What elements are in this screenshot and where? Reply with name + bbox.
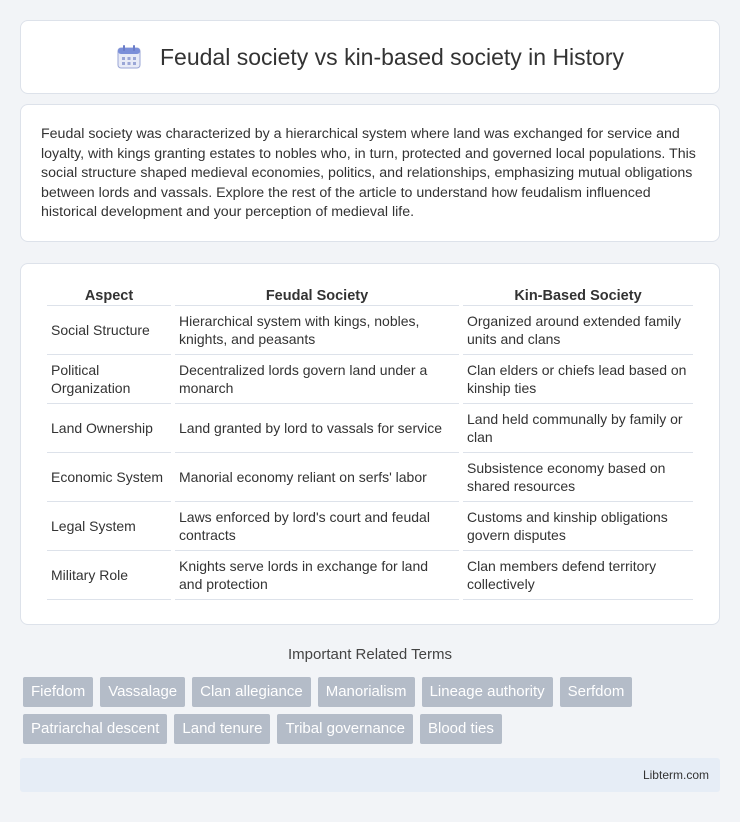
related-terms-title: Important Related Terms — [288, 646, 452, 663]
table-row — [47, 404, 693, 453]
cell-kin: Land held communally by family or clan — [463, 404, 693, 453]
cell-aspect: Military Role — [47, 551, 171, 600]
tag-patriarchal-descent[interactable]: Patriarchal descent — [23, 714, 167, 744]
cell-aspect: Social Structure — [47, 306, 171, 355]
tag-lineage-authority[interactable]: Lineage authority — [422, 677, 553, 707]
table-row — [47, 306, 693, 355]
cell-kin: Customs and kinship obligations govern disputes — [463, 502, 693, 551]
cell-feudal: Knights serve lords in exchange for land and protection — [175, 551, 459, 600]
header-aspect: Aspect — [47, 286, 171, 306]
table-row — [47, 453, 693, 502]
tag-vassalage[interactable]: Vassalage — [100, 677, 185, 707]
related-terms-tags — [23, 677, 723, 744]
tag-land-tenure[interactable]: Land tenure — [174, 714, 270, 744]
tag-fiefdom[interactable]: Fiefdom — [23, 677, 93, 707]
cell-feudal: Manorial economy reliant on serfs' labor — [175, 453, 459, 502]
tag-manorialism[interactable]: Manorialism — [318, 677, 415, 707]
title-card — [20, 20, 720, 94]
table-row — [47, 355, 693, 404]
page-title: Feudal society vs kin-based society in History — [159, 43, 625, 70]
comparison-table — [43, 286, 697, 600]
table-header-row — [47, 286, 693, 306]
intro-card — [20, 104, 720, 242]
footer-brand-link[interactable]: Libterm.com — [642, 768, 709, 782]
header-kin: Kin-Based Society — [463, 286, 693, 306]
comparison-table-card — [20, 263, 720, 625]
cell-feudal: Land granted by lord to vassals for service — [175, 404, 459, 453]
cell-feudal: Laws enforced by lord's court and feudal contracts — [175, 502, 459, 551]
cell-kin: Subsistence economy based on shared resources — [463, 453, 693, 502]
footer — [20, 758, 720, 792]
cell-kin: Clan elders or chiefs lead based on kinship ties — [463, 355, 693, 404]
cell-kin: Clan members defend territory collectively — [463, 551, 693, 600]
calendar-icon — [116, 44, 142, 70]
cell-feudal: Hierarchical system with kings, nobles, knights, and peasants — [175, 306, 459, 355]
intro-text: Feudal society was characterized by a hierarchical system where land was exchanged for service and loyalty, with kings granting estates to nobles who, in turn, protected and governed local populations. This social structure shaped medieval economies, politics, and relationships, emphasizing mutual obligations between lords and vassals. Explore the rest of the article to understand how feudalism influenced historical development and your perception of medieval life. — [41, 126, 696, 220]
header-feudal: Feudal Society — [175, 286, 459, 306]
table-row — [47, 551, 693, 600]
tag-serfdom[interactable]: Serfdom — [560, 677, 633, 707]
cell-feudal: Decentralized lords govern land under a monarch — [175, 355, 459, 404]
tag-tribal-governance[interactable]: Tribal governance — [277, 714, 413, 744]
tag-clan-allegiance[interactable]: Clan allegiance — [192, 677, 311, 707]
cell-aspect: Legal System — [47, 502, 171, 551]
cell-aspect: Economic System — [47, 453, 171, 502]
table-row — [47, 502, 693, 551]
cell-kin: Organized around extended family units and clans — [463, 306, 693, 355]
cell-aspect: Land Ownership — [47, 404, 171, 453]
cell-aspect: Political Organization — [47, 355, 171, 404]
tag-blood-ties[interactable]: Blood ties — [420, 714, 502, 744]
